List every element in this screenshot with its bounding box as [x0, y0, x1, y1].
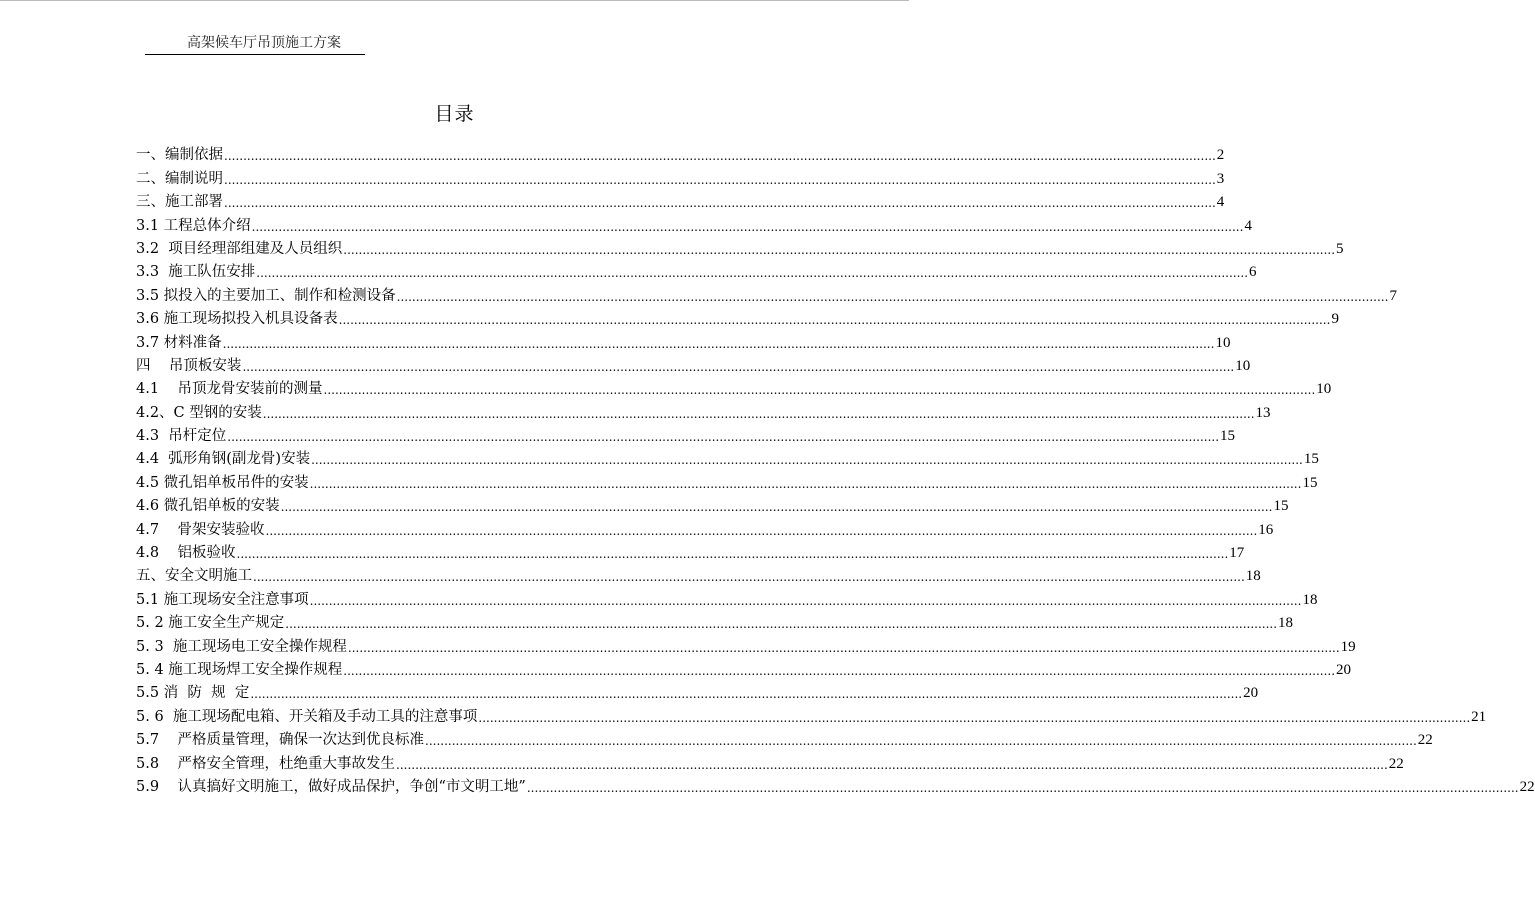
- toc-entry-label: 5. 3 施工现场电工安全操作规程: [136, 638, 347, 655]
- toc-dot-leader: ....................................................................................................................................................................................................................................................................: [265, 523, 1258, 538]
- toc-dot-leader: ....................................................................................................................................................................................................................................................................: [323, 383, 1316, 398]
- toc-dot-leader: ....................................................................................................................................................................................................................................................................: [256, 266, 1249, 281]
- toc-dot-leader: ....................................................................................................................................................................................................................................................................: [425, 734, 1417, 749]
- toc-entry-label: 4.2、C 型钢的安装: [136, 404, 262, 421]
- toc-entry-label: 3.5 拟投入的主要加工、制作和检测设备: [136, 287, 396, 304]
- toc-entry[interactable]: [136, 773, 1535, 796]
- toc-dot-leader: ....................................................................................................................................................................................................................................................................: [236, 547, 1229, 562]
- toc-entry[interactable]: [136, 749, 1404, 772]
- toc-entry-label: 3.7 材料准备: [136, 334, 222, 351]
- toc-dot-leader: ....................................................................................................................................................................................................................................................................: [262, 406, 1255, 421]
- toc-entry[interactable]: [136, 211, 1252, 234]
- toc-entry-label: 3.6 施工现场拟投入机具设备表: [136, 311, 338, 328]
- toc-entry[interactable]: [136, 141, 1225, 164]
- toc-entry-page-number: 20: [1243, 685, 1259, 702]
- toc-entry[interactable]: [136, 656, 1352, 679]
- toc-entry[interactable]: [136, 328, 1231, 351]
- toc-dot-leader: ....................................................................................................................................................................................................................................................................: [285, 617, 1278, 632]
- toc-entry[interactable]: [136, 702, 1487, 725]
- toc-entry-label: 4.4 弧形角钢(副龙骨)安装: [136, 451, 311, 468]
- toc-dot-leader: ....................................................................................................................................................................................................................................................................: [253, 570, 1245, 585]
- toc-entry-page-number: 15: [1303, 451, 1319, 468]
- toc-entry-page-number: 6: [1249, 264, 1257, 281]
- toc-dot-leader: ....................................................................................................................................................................................................................................................................: [242, 359, 1235, 374]
- toc-dot-leader: ....................................................................................................................................................................................................................................................................: [478, 710, 1471, 725]
- toc-entry-page-number: 9: [1331, 311, 1339, 328]
- toc-entry[interactable]: [136, 492, 1289, 515]
- toc-entry-page-number: 3: [1216, 170, 1225, 187]
- toc-entry-label: 3.3 施工队伍安排: [136, 264, 256, 281]
- toc-entry-label: 4.6 微孔铝单板的安装: [136, 498, 280, 515]
- toc-entry[interactable]: [136, 562, 1261, 585]
- toc-entry-page-number: 10: [1235, 357, 1251, 374]
- toc-entry-label: 四 吊顶板安装: [136, 357, 242, 374]
- toc-entry-label: 4.5 微孔铝单板吊件的安装: [136, 474, 309, 491]
- toc-entry-page-number: 18: [1278, 615, 1294, 632]
- toc-entry[interactable]: [136, 258, 1257, 281]
- toc-dot-leader: ....................................................................................................................................................................................................................................................................: [338, 313, 1331, 328]
- toc-entry-label: 5.8 严格安全管理，杜绝重大事故发生: [136, 755, 395, 772]
- toc-entry-page-number: 15: [1220, 428, 1236, 445]
- toc-dot-leader: ....................................................................................................................................................................................................................................................................: [224, 172, 1216, 187]
- toc-entry[interactable]: [136, 609, 1294, 632]
- toc-entry-page-number: 18: [1245, 568, 1261, 585]
- page-header: [145, 34, 365, 55]
- toc-dot-leader: ....................................................................................................................................................................................................................................................................: [227, 430, 1220, 445]
- toc-dot-leader: ....................................................................................................................................................................................................................................................................: [343, 242, 1336, 257]
- toc-entry[interactable]: [136, 398, 1271, 421]
- toc-dot-leader: ....................................................................................................................................................................................................................................................................: [251, 219, 1244, 234]
- toc-entry-page-number: 19: [1340, 638, 1356, 655]
- toc-entry-page-number: 10: [1215, 334, 1231, 351]
- toc-entry[interactable]: [136, 188, 1225, 211]
- toc-entry[interactable]: [136, 468, 1318, 491]
- toc-dot-leader: ....................................................................................................................................................................................................................................................................: [309, 593, 1302, 608]
- toc-entry-label: 4.8 铝板验收: [136, 545, 236, 562]
- toc-dot-leader: ....................................................................................................................................................................................................................................................................: [222, 336, 1215, 351]
- toc-entry-page-number: 4: [1216, 194, 1225, 211]
- toc-entry[interactable]: [136, 679, 1259, 702]
- page-top-edge: [0, 0, 909, 1]
- table-of-contents: [136, 141, 1535, 796]
- toc-entry-page-number: 15: [1302, 474, 1318, 491]
- toc-entry[interactable]: [136, 539, 1245, 562]
- toc-entry-page-number: 22: [1417, 732, 1433, 749]
- toc-entry[interactable]: [136, 515, 1274, 538]
- toc-entry[interactable]: [136, 585, 1318, 608]
- toc-entry-page-number: 2: [1216, 147, 1225, 164]
- toc-entry-label: 4.7 骨架安装验收: [136, 521, 265, 538]
- toc-entry-page-number: 22: [1388, 755, 1404, 772]
- toc-dot-leader: ....................................................................................................................................................................................................................................................................: [347, 640, 1340, 655]
- toc-entry-label: 3.2 项目经理部组建及人员组织: [136, 240, 343, 257]
- toc-entry-label: 5.1 施工现场安全注意事项: [136, 591, 309, 608]
- toc-entry[interactable]: [136, 164, 1225, 187]
- toc-entry-label: 三、施工部署: [136, 194, 223, 211]
- toc-entry[interactable]: [136, 422, 1236, 445]
- toc-entry-page-number: 10: [1316, 381, 1332, 398]
- toc-entry-page-number: 7: [1389, 287, 1397, 304]
- toc-entry-label: 二、编制说明: [136, 170, 223, 187]
- toc-dot-leader: ....................................................................................................................................................................................................................................................................: [396, 289, 1389, 304]
- toc-dot-leader: ....................................................................................................................................................................................................................................................................: [224, 149, 1216, 164]
- toc-dot-leader: ....................................................................................................................................................................................................................................................................: [526, 780, 1519, 795]
- toc-entry-page-number: 17: [1229, 545, 1245, 562]
- toc-dot-leader: ....................................................................................................................................................................................................................................................................: [224, 196, 1216, 211]
- toc-entry-label: 五、安全文明施工: [136, 568, 252, 585]
- toc-entry-page-number: 4: [1244, 217, 1252, 234]
- toc-entry[interactable]: [136, 305, 1339, 328]
- toc-entry[interactable]: [136, 726, 1433, 749]
- toc-entry[interactable]: [136, 235, 1344, 258]
- toc-entry-page-number: 13: [1255, 404, 1271, 421]
- toc-entry-label: 5.5 消 防 规 定: [136, 685, 250, 702]
- toc-entry-page-number: 21: [1471, 708, 1487, 725]
- toc-dot-leader: ....................................................................................................................................................................................................................................................................: [396, 757, 1388, 772]
- toc-entry-label: 5. 4 施工现场焊工安全操作规程: [136, 661, 343, 678]
- toc-entry[interactable]: [136, 375, 1332, 398]
- toc-entry-label: 4.1 吊顶龙骨安装前的测量: [136, 381, 323, 398]
- toc-entry-page-number: 15: [1273, 498, 1289, 515]
- toc-entry[interactable]: [136, 352, 1251, 375]
- toc-entry-label: 一、编制依据: [136, 147, 223, 164]
- toc-dot-leader: ....................................................................................................................................................................................................................................................................: [250, 687, 1243, 702]
- toc-entry-label: 3.1 工程总体介绍: [136, 217, 251, 234]
- toc-title: 目录: [434, 103, 475, 125]
- toc-entry-page-number: 18: [1302, 591, 1318, 608]
- toc-entry[interactable]: [136, 445, 1319, 468]
- toc-entry-label: 5.9 认真搞好文明施工，做好成品保护，争创“市文明工地”: [136, 778, 526, 795]
- toc-entry-page-number: 20: [1336, 661, 1352, 678]
- header-title: 高架候车厅吊顶施工方案: [187, 35, 341, 51]
- toc-entry-label: 5. 2 施工安全生产规定: [136, 615, 285, 632]
- toc-entry-label: 5.7 严格质量管理，确保一次达到优良标准: [136, 732, 424, 749]
- toc-entry[interactable]: [136, 632, 1356, 655]
- toc-dot-leader: ....................................................................................................................................................................................................................................................................: [309, 476, 1302, 491]
- toc-entry-page-number: 22: [1519, 778, 1535, 795]
- toc-entry-label: 5. 6 施工现场配电箱、开关箱及手动工具的注意事项: [136, 708, 478, 725]
- toc-entry[interactable]: [136, 281, 1397, 304]
- toc-entry-label: 4.3 吊杆定位: [136, 428, 227, 445]
- toc-dot-leader: ....................................................................................................................................................................................................................................................................: [280, 500, 1273, 515]
- toc-entry-page-number: 5: [1336, 240, 1344, 257]
- toc-entry-page-number: 16: [1258, 521, 1274, 538]
- toc-dot-leader: ....................................................................................................................................................................................................................................................................: [311, 453, 1303, 468]
- toc-dot-leader: ....................................................................................................................................................................................................................................................................: [343, 663, 1336, 678]
